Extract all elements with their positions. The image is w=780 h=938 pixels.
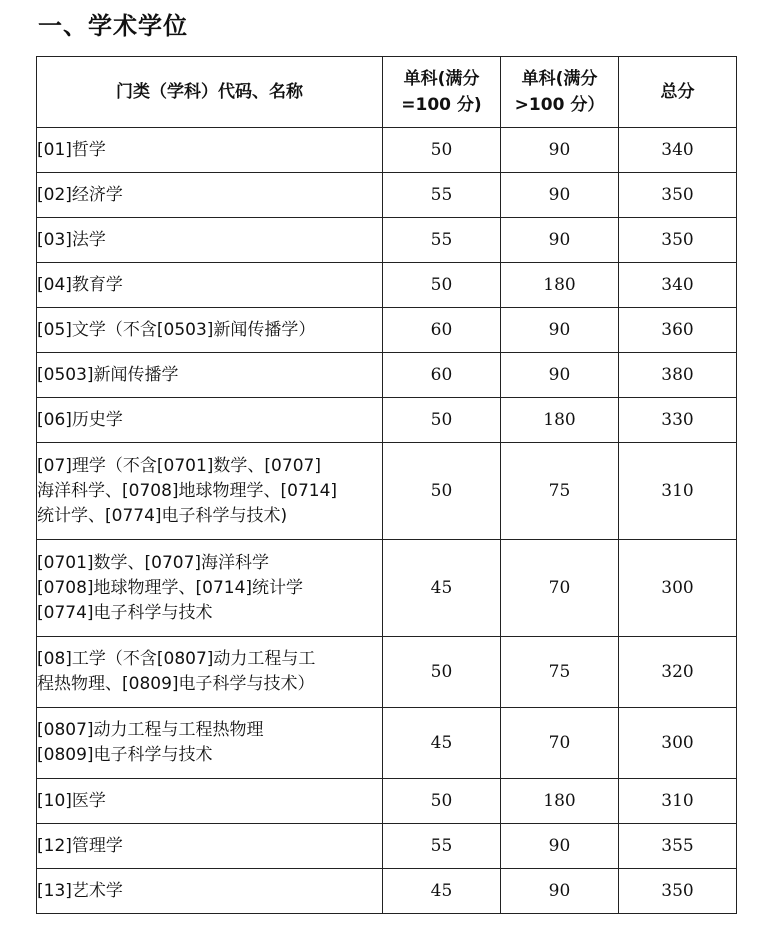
total-score-cell: 320 bbox=[619, 637, 737, 708]
single-100-score-cell: 55 bbox=[383, 218, 501, 263]
table-row bbox=[37, 540, 737, 637]
table-row bbox=[37, 708, 737, 779]
discipline-name-cell bbox=[37, 824, 383, 869]
discipline-name-cell bbox=[37, 398, 383, 443]
discipline-name-cell bbox=[37, 708, 383, 779]
single-over-100-score-cell: 90 bbox=[501, 128, 619, 173]
header-single-over-100-line1: 单科(满分 bbox=[521, 69, 598, 89]
discipline-name-cell bbox=[37, 308, 383, 353]
discipline-name-cell bbox=[37, 263, 383, 308]
discipline-name-line: [05]文学（不含[0503]新闻传播学） bbox=[37, 319, 316, 340]
table-row bbox=[37, 353, 737, 398]
total-score-cell: 355 bbox=[619, 824, 737, 869]
single-100-score-cell: 55 bbox=[383, 824, 501, 869]
discipline-name-cell bbox=[37, 869, 383, 914]
single-over-100-score-cell: 90 bbox=[501, 824, 619, 869]
single-100-score-cell: 50 bbox=[383, 779, 501, 824]
table-row bbox=[37, 779, 737, 824]
discipline-name-line: [0708]地球物理学、[0714]统计学 bbox=[37, 577, 304, 598]
discipline-name-cell bbox=[37, 637, 383, 708]
total-score-cell: 350 bbox=[619, 218, 737, 263]
discipline-name-line: [01]哲学 bbox=[37, 139, 106, 160]
single-over-100-score-cell: 180 bbox=[501, 263, 619, 308]
table-row bbox=[37, 824, 737, 869]
single-100-score-cell: 60 bbox=[383, 353, 501, 398]
single-100-score-cell: 45 bbox=[383, 540, 501, 637]
single-100-score-cell: 50 bbox=[383, 443, 501, 540]
discipline-name-line: 程热物理、[0809]电子科学与技术） bbox=[37, 674, 315, 694]
discipline-name-line: [0807]动力工程与工程热物理 bbox=[37, 720, 264, 740]
table-row bbox=[37, 173, 737, 218]
discipline-name-line: [0701]数学、[0707]海洋科学 bbox=[37, 552, 270, 573]
header-single-over-100-line2: >100 分） bbox=[514, 95, 605, 115]
single-over-100-score-cell: 70 bbox=[501, 708, 619, 779]
table-row bbox=[37, 263, 737, 308]
discipline-name-cell bbox=[37, 128, 383, 173]
single-100-score-cell: 45 bbox=[383, 708, 501, 779]
single-100-score-cell: 45 bbox=[383, 869, 501, 914]
discipline-name-line: [02]经济学 bbox=[37, 184, 123, 205]
total-score-cell: 310 bbox=[619, 779, 737, 824]
single-100-score-cell: 50 bbox=[383, 637, 501, 708]
total-score-cell: 330 bbox=[619, 398, 737, 443]
header-total: 总分 bbox=[619, 57, 737, 128]
table-row bbox=[37, 218, 737, 263]
single-over-100-score-cell: 70 bbox=[501, 540, 619, 637]
discipline-name-cell bbox=[37, 779, 383, 824]
total-score-cell: 300 bbox=[619, 708, 737, 779]
discipline-name-cell bbox=[37, 173, 383, 218]
total-score-cell: 310 bbox=[619, 443, 737, 540]
discipline-name-line: [10]医学 bbox=[37, 790, 106, 811]
single-over-100-score-cell: 90 bbox=[501, 218, 619, 263]
discipline-name-cell bbox=[37, 443, 383, 540]
single-over-100-score-cell: 180 bbox=[501, 779, 619, 824]
discipline-name-line: [12]管理学 bbox=[37, 835, 123, 856]
total-score-cell: 340 bbox=[619, 128, 737, 173]
discipline-name-line: [03]法学 bbox=[37, 229, 106, 250]
header-single-100-line1: 单科(满分 bbox=[403, 69, 480, 89]
single-over-100-score-cell: 90 bbox=[501, 308, 619, 353]
discipline-name-line: [0774]电子科学与技术 bbox=[37, 602, 213, 623]
single-over-100-score-cell: 90 bbox=[501, 173, 619, 218]
discipline-name-line: [06]历史学 bbox=[37, 409, 123, 430]
single-100-score-cell: 60 bbox=[383, 308, 501, 353]
single-over-100-score-cell: 90 bbox=[501, 869, 619, 914]
total-score-cell: 380 bbox=[619, 353, 737, 398]
total-score-cell: 350 bbox=[619, 869, 737, 914]
table-row bbox=[37, 443, 737, 540]
discipline-name-cell bbox=[37, 218, 383, 263]
single-over-100-score-cell: 75 bbox=[501, 637, 619, 708]
single-100-score-cell: 50 bbox=[383, 398, 501, 443]
section-title: 一、学术学位 bbox=[38, 12, 188, 40]
table-row bbox=[37, 637, 737, 708]
table-row bbox=[37, 869, 737, 914]
discipline-name-line: 统计学、[0774]电子科学与技术) bbox=[37, 505, 288, 526]
table-row bbox=[37, 128, 737, 173]
discipline-name-line: 海洋科学、[0708]地球物理学、[0714] bbox=[37, 480, 338, 501]
header-single-over-100 bbox=[501, 57, 619, 128]
single-over-100-score-cell: 180 bbox=[501, 398, 619, 443]
discipline-name-cell bbox=[37, 353, 383, 398]
table-header-row bbox=[37, 57, 737, 128]
discipline-name-line: [08]工学（不含[0807]动力工程与工 bbox=[37, 649, 316, 669]
score-table bbox=[36, 56, 737, 914]
discipline-name-line: [0809]电子科学与技术 bbox=[37, 745, 213, 765]
single-over-100-score-cell: 75 bbox=[501, 443, 619, 540]
total-score-cell: 360 bbox=[619, 308, 737, 353]
discipline-name-line: [13]艺术学 bbox=[37, 880, 123, 901]
header-single-100-line2: =100 分) bbox=[401, 95, 482, 115]
total-score-cell: 340 bbox=[619, 263, 737, 308]
discipline-name-line: [04]教育学 bbox=[37, 274, 123, 295]
header-discipline: 门类（学科）代码、名称 bbox=[37, 57, 383, 128]
header-single-100 bbox=[383, 57, 501, 128]
total-score-cell: 300 bbox=[619, 540, 737, 637]
single-100-score-cell: 50 bbox=[383, 128, 501, 173]
total-score-cell: 350 bbox=[619, 173, 737, 218]
single-100-score-cell: 55 bbox=[383, 173, 501, 218]
table-row bbox=[37, 308, 737, 353]
discipline-name-cell bbox=[37, 540, 383, 637]
single-over-100-score-cell: 90 bbox=[501, 353, 619, 398]
single-100-score-cell: 50 bbox=[383, 263, 501, 308]
discipline-name-line: [07]理学（不含[0701]数学、[0707] bbox=[37, 455, 321, 476]
discipline-name-line: [0503]新闻传播学 bbox=[37, 364, 179, 385]
table-row bbox=[37, 398, 737, 443]
